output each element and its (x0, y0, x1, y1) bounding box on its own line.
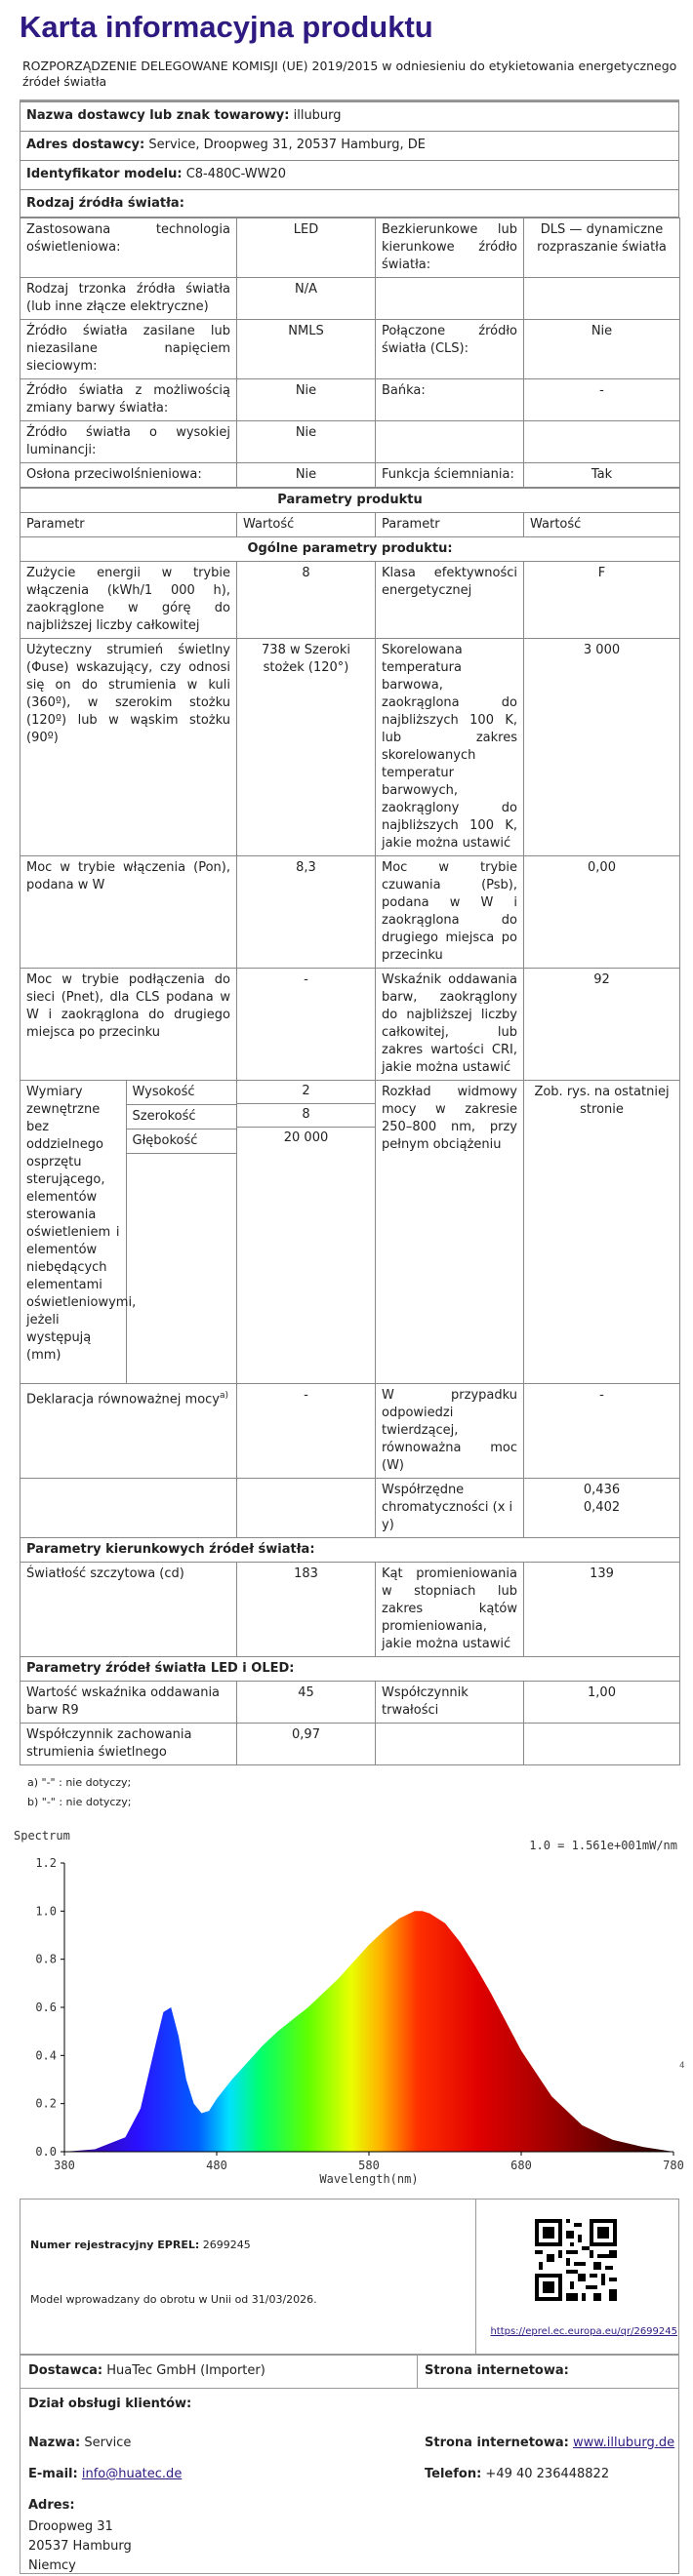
y-tick-label: 0.0 (35, 2145, 57, 2159)
source_type_rows-row (20, 379, 680, 421)
dims-width-label: Szerokość (126, 1105, 236, 1129)
general_rows-param-value: 738 w Szeroki stożek (120°) (237, 639, 376, 856)
equiv-label: Deklaracja równoważnej mocy (26, 1392, 220, 1407)
params-heading: Parametry produktu (20, 489, 680, 513)
footer-phone-value: +49 40 236448822 (485, 2467, 610, 2481)
source_type_rows-param-value: Nie (237, 379, 376, 421)
source_type_rows-param-value: - (524, 379, 680, 421)
parameters-table (20, 488, 680, 1765)
general_rows-param-value: 8,3 (237, 856, 376, 969)
col-param: Parametr (376, 513, 524, 537)
footer-row-supplier (20, 2355, 678, 2388)
page-title: Karta informacyjna produktu (20, 10, 433, 44)
x-axis-label: Wavelength(nm) (319, 2172, 419, 2186)
footer-address (28, 2517, 132, 2576)
footer-website2-label: Strona internetowa: (425, 2436, 569, 2450)
y-tick-label: 0.8 (35, 1952, 57, 1966)
address-value: Service, Droopweg 31, 20537 Hamburg, DE (148, 138, 426, 152)
footer-name-label: Nazwa: (28, 2436, 81, 2450)
dir-peak-value: 183 (237, 1563, 376, 1657)
general-heading: Ogólne parametry produktu: (20, 537, 680, 562)
source_type_rows-param-value: LED (237, 218, 376, 278)
x-tick-label: 480 (206, 2159, 227, 2172)
model-label: Identyfikator modelu: (26, 167, 183, 181)
general_rows-param-value: 8 (237, 562, 376, 639)
source_type_rows-param-value: Nie (237, 463, 376, 488)
supplier-info-box (20, 101, 679, 218)
qr-code-icon (535, 2219, 617, 2301)
source_type_rows-param-label: Funkcja ściemniania: (376, 463, 524, 488)
equiv-label-cell: Deklaracja równoważnej mocy$^{a)}$ (20, 1384, 237, 1479)
x-tick-label: 780 (663, 2159, 684, 2172)
col-value: Wartość (524, 513, 680, 537)
y-tick-label: 0.2 (35, 2096, 57, 2111)
qr-column (475, 2200, 680, 2354)
y-tick-label: 0.6 (35, 2001, 57, 2014)
footer-address-label: Adres: (28, 2498, 75, 2513)
equiv-right-label: W przypadku odpowiedzi twierdzącej, równoważna moc (W) (376, 1384, 524, 1479)
supplier-row (20, 101, 678, 131)
dir-peak-label: Światłość szczytowa (cd) (20, 1563, 237, 1657)
dims-height-label: Wysokość (126, 1081, 236, 1105)
x-tick-label: 380 (54, 2159, 75, 2172)
dir-angle-value: 139 (524, 1563, 680, 1657)
source_type_rows-param-value: NMLS (237, 320, 376, 379)
dims-depth-label: Głębokość (126, 1129, 236, 1154)
footer-email-link[interactable]: info@huatec.de (81, 2467, 183, 2481)
footnote-a: a) "-" : nie dotyczy; (27, 1776, 132, 1789)
source_type_rows-row (20, 463, 680, 488)
dims-depth-value: 20 000 (283, 1130, 329, 1145)
source_type_rows-param-label: Osłona przeciwolśnieniowa: (20, 463, 237, 488)
general_rows-param-value: 3 000 (524, 639, 680, 856)
dims-cell (20, 1081, 237, 1384)
general_rows-row (20, 969, 680, 1081)
y-tick-label: 1.0 (35, 1904, 57, 1919)
chart-side-label: 4 (679, 2061, 685, 2071)
footnote-b: b) "-" : nie dotyczy; (27, 1796, 132, 1808)
source_type_rows-param-label: Bezkierunkowe lub kierunkowe źródło światła: (376, 218, 524, 278)
general_rows-row (20, 639, 680, 856)
eprel-model-note: Model wprowadzany do obrotu w Unii od 31/03/2026. (30, 2293, 317, 2306)
regulation-text: ROZPORZĄDZENIE DELEGOWANE KOMISJI (UE) 2019/2015 w odniesieniu do etykietowania energetycznego źródeł światła (20, 57, 679, 101)
led-r9-label: Wartość wskaźnika oddawania barw R9 (20, 1682, 237, 1724)
eprel-box (20, 2199, 679, 2355)
source_type_rows-param-value (524, 421, 680, 463)
dims-height-value: 2 (237, 1081, 375, 1104)
source_type_rows-param-label (376, 278, 524, 320)
footnotes (20, 1765, 693, 1824)
x-tick-label: 580 (358, 2159, 380, 2172)
general_rows-param-label: Moc w trybie czuwania (Psb), podana w W i zaokrąglona do drugiego miejsca po przecinku (376, 856, 524, 969)
spd-value: Zob. rys. na ostatniej stronie (524, 1081, 680, 1384)
eprel-registration (30, 2239, 251, 2251)
general_rows-row (20, 856, 680, 969)
y-tick-label: 0.4 (35, 2048, 57, 2063)
model-row (20, 160, 678, 189)
spectrum-area (64, 1911, 673, 2152)
address-label: Adres dostawcy: (26, 138, 145, 152)
chroma-y: 0,402 (583, 1500, 621, 1515)
dims-subtable (20, 1081, 236, 1383)
supplier-value: illuburg (293, 108, 342, 123)
y-tick-label: 1.2 (35, 1856, 57, 1870)
address-row (20, 131, 678, 160)
general_rows-param-label: Zużycie energii w trybie włączenia (kWh/1 000 h), zaokrąglone w górę do najbliższej liczby całkowitej (20, 562, 237, 639)
footer-supplier-value: HuaTec GmbH (Importer) (106, 2363, 265, 2378)
dims-values-cell (237, 1081, 376, 1384)
source-type-heading: Rodzaj źródła światła: (20, 189, 678, 217)
general_rows-param-value: - (237, 969, 376, 1081)
source_type_rows-param-label: Źródło światła o wysokiej luminancji: (20, 421, 237, 463)
source-type-table (20, 218, 680, 488)
led-heading: Parametry źródeł światła LED i OLED: (20, 1657, 680, 1682)
source_type_rows-param-label: Źródło światła zasilane lub niezasilane napięciem sieciowym: (20, 320, 237, 379)
general_rows-param-label: Klasa efektywności energetycznej (376, 562, 524, 639)
source_type_rows-row (20, 278, 680, 320)
supplier-footer (20, 2355, 679, 2574)
source_type_rows-param-label: Połączone źródło światła (CLS): (376, 320, 524, 379)
led-flux-label: Współczynnik zachowania strumienia świetlnego (20, 1724, 237, 1765)
footer-name-value: Service (84, 2436, 132, 2450)
source_type_rows-param-label (376, 421, 524, 463)
chart-title: Spectrum (14, 1829, 70, 1843)
footer-supplier-label: Dostawca: (28, 2363, 103, 2378)
chroma-x: 0,436 (583, 1483, 621, 1497)
footer-address-line2: 20537 Hamburg (28, 2539, 132, 2554)
footer-website-link[interactable]: www.illuburg.de (572, 2436, 675, 2450)
general_rows-param-value: 92 (524, 969, 680, 1081)
dims-width-value: 8 (237, 1104, 375, 1128)
general_rows-param-value: 0,00 (524, 856, 680, 969)
led-r9-value: 45 (237, 1682, 376, 1724)
equiv-right-value: - (524, 1384, 680, 1479)
source_type_rows-param-label: Źródło światła z możliwością zmiany barwy światła: (20, 379, 237, 421)
general_rows-row (20, 562, 680, 639)
source_type_rows-param-value: DLS — dynamiczne rozpraszanie światła (524, 218, 680, 278)
chroma-values (524, 1479, 680, 1538)
footer-service-heading: Dział obsługi klientów: (28, 2397, 192, 2411)
led-survival-value: 1,00 (524, 1682, 680, 1724)
source_type_rows-param-value: Tak (524, 463, 680, 488)
eprel-value: 2699245 (202, 2239, 251, 2251)
spd-label: Rozkład widmowy mocy w zakresie 250–800 nm, przy pełnym obciążeniu (376, 1081, 524, 1384)
source_type_rows-param-label: Rodzaj trzonka źródła światła (lub inne złącze elektryczne) (20, 278, 237, 320)
source_type_rows-param-label: Zastosowana technologia oświetleniowa: (20, 218, 237, 278)
source_type_rows-param-value: N/A (237, 278, 376, 320)
led-flux-value: 0,97 (237, 1724, 376, 1765)
chroma-label: Współrzędne chromatyczności (x i y) (376, 1479, 524, 1538)
dims-label: Wymiary zewnętrzne bez oddzielnego osprzętu sterującego, elementów sterowania oświetleniem i elementów niebędących elementami oświetleniowymi, jeżeli występują (mm) (20, 1081, 126, 1383)
source_type_rows-row (20, 320, 680, 379)
x-tick-label: 680 (510, 2159, 532, 2172)
footer-email-label: E-mail: (28, 2467, 78, 2481)
general_rows-param-label: Moc w trybie włączenia (Pon), podana w W (20, 856, 237, 969)
general_rows-param-value: F (524, 562, 680, 639)
model-value: C8-480C-WW20 (185, 167, 287, 181)
col-param: Parametr (20, 513, 237, 537)
general_rows-param-label: Skorelowana temperatura barwowa, zaokrąglona do najbliższych 100 K, lub zakres skorelowanych temperatur barwowych, zaokrąglony do najbliższych 100 K, jakie można ustawić (376, 639, 524, 856)
source_type_rows-param-value: Nie (237, 421, 376, 463)
eprel-label: Numer rejestracyjny EPREL: (30, 2239, 200, 2251)
supplier-label: Nazwa dostawcy lub znak towarowy: (26, 108, 290, 123)
footer-website-label: Strona internetowa: (425, 2363, 569, 2378)
eprel-url-link[interactable]: https://eprel.ec.europa.eu/qr/2699245 (490, 2326, 677, 2337)
general_rows-param-label: Moc w trybie podłączenia do sieci (Pnet), dla CLS podana w W i zaokrąglona do drugiego miejsca po przecinku (20, 969, 237, 1081)
source_type_rows-param-value: Nie (524, 320, 680, 379)
source_type_rows-param-value (524, 278, 680, 320)
source_type_rows-row (20, 218, 680, 278)
spectrum-chart (6, 1824, 689, 2185)
equiv-value: - (237, 1384, 376, 1479)
dir-heading: Parametry kierunkowych źródeł światła: (20, 1538, 680, 1563)
led-survival-label: Współczynnik trwałości (376, 1682, 524, 1724)
col-value: Wartość (237, 513, 376, 537)
footer-address-line1: Droopweg 31 (28, 2519, 113, 2534)
source_type_rows-row (20, 421, 680, 463)
general_rows-param-label: Wskaźnik oddawania barw, zaokrąglony do najbliższej liczby całkowitej, lub zakres wartości CRI, jakie można ustawić (376, 969, 524, 1081)
spectrum-svg (6, 1824, 689, 2185)
footer-phone-label: Telefon: (425, 2467, 482, 2481)
chart-scale-note: 1.0 = 1.561e+001mW/nm (529, 1839, 677, 1852)
general_rows-param-label: Użyteczny strumień świetlny (Φuse) wskazujący, czy odnosi się on do strumienia w kuli (360º), w szerokim stożku (120º) lub w wąskim stożku (90º) (20, 639, 237, 856)
dir-angle-label: Kąt promieniowania w stopniach lub zakres kątów promieniowania, jakie można ustawić (376, 1563, 524, 1657)
footer-address-line3: Niemcy (28, 2558, 76, 2573)
footer-customer-service (20, 2388, 678, 2573)
source_type_rows-param-label: Bańka: (376, 379, 524, 421)
